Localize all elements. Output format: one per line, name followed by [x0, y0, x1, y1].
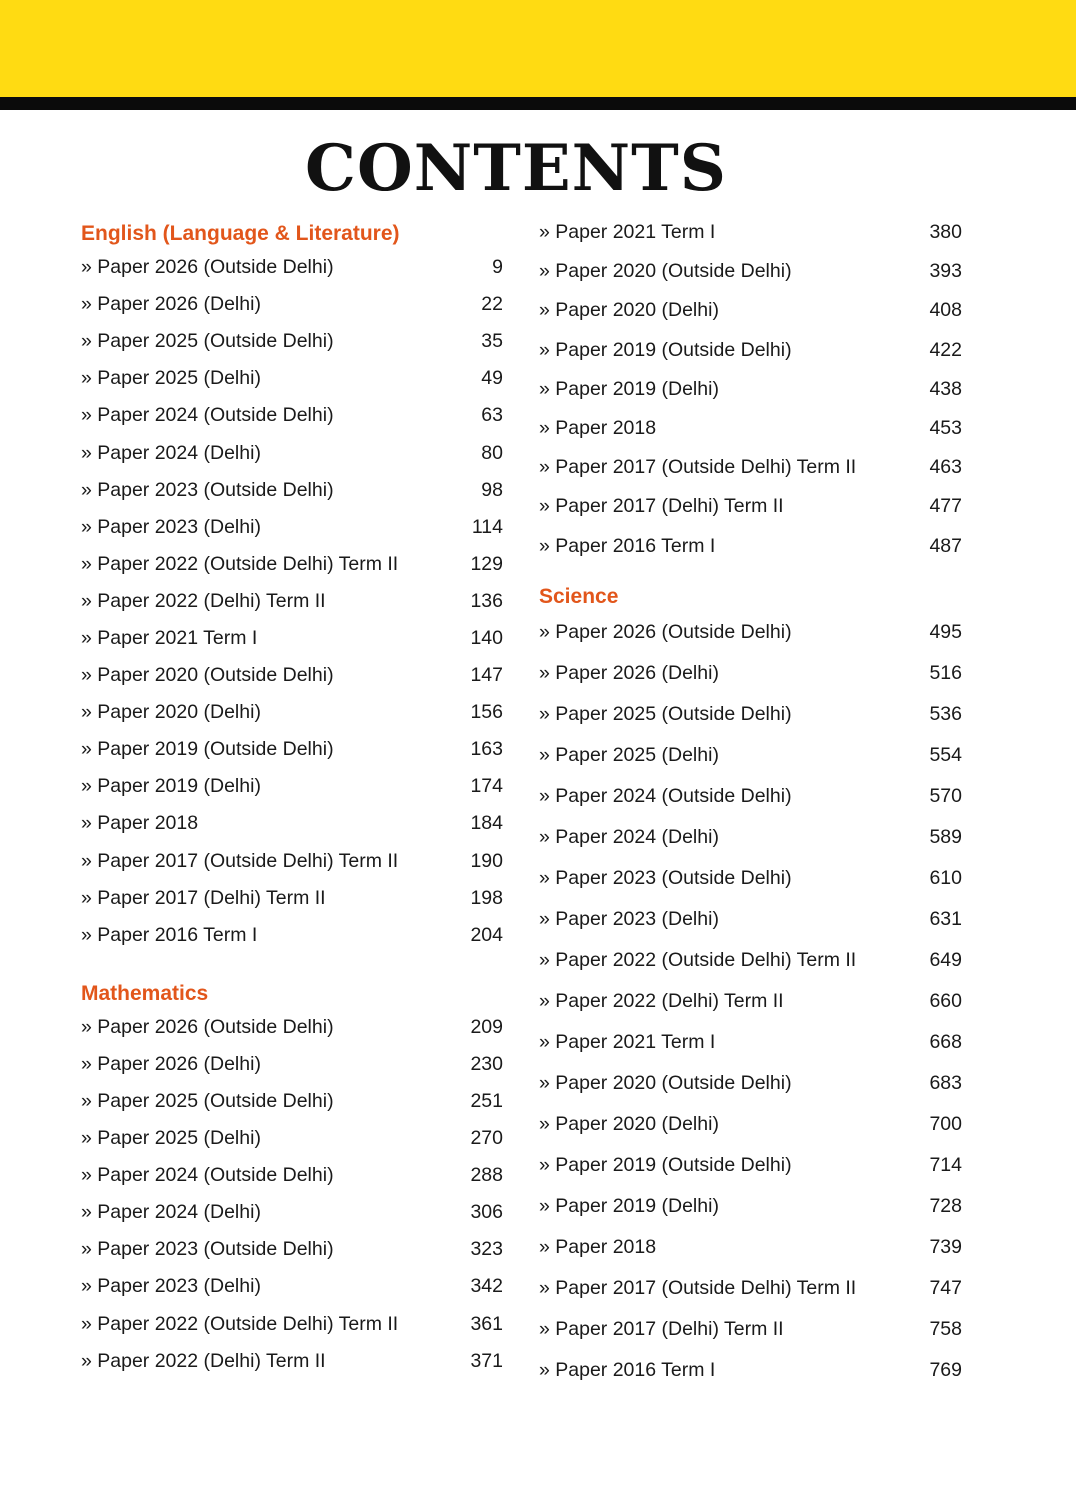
- entry-page-number: 453: [929, 417, 962, 440]
- entry-title: » Paper 2016 Term I: [539, 1358, 716, 1381]
- contents-entry: [539, 1022, 962, 1063]
- entry-page-number: 230: [470, 1052, 503, 1075]
- contents-entry: [539, 694, 962, 735]
- contents-entry: [539, 1350, 962, 1391]
- contents-entry: [81, 694, 503, 731]
- contents-entry: [81, 620, 503, 657]
- contents-entry: [81, 843, 503, 880]
- entry-title: » Paper 2023 (Delhi): [81, 1275, 261, 1298]
- contents-entry: [81, 805, 503, 842]
- entry-title: » Paper 2019 (Outside Delhi): [539, 338, 792, 361]
- entry-page-number: 610: [929, 866, 962, 889]
- contents-entry: [81, 1046, 503, 1083]
- contents-entry: [81, 1157, 503, 1194]
- entry-title: » Paper 2021 Term I: [539, 221, 716, 244]
- entry-page-number: 129: [470, 552, 503, 575]
- entry-page-number: 739: [929, 1235, 962, 1258]
- entry-page-number: 589: [929, 825, 962, 848]
- contents-entry: [81, 323, 503, 360]
- entry-page-number: 769: [929, 1358, 962, 1381]
- entry-page-number: 198: [470, 886, 503, 909]
- entry-page-number: 380: [929, 221, 962, 244]
- contents-entry: [81, 360, 503, 397]
- entry-title: » Paper 2022 (Outside Delhi) Term II: [81, 1312, 399, 1335]
- entry-title: » Paper 2025 (Outside Delhi): [81, 330, 334, 353]
- entry-title: » Paper 2019 (Delhi): [539, 1194, 719, 1217]
- entry-page-number: 80: [481, 441, 503, 464]
- entry-title: » Paper 2021 Term I: [81, 626, 258, 649]
- top-rule: [0, 97, 1076, 110]
- entry-title: » Paper 2019 (Delhi): [81, 775, 261, 798]
- entry-title: » Paper 2021 Term I: [539, 1030, 716, 1053]
- entry-page-number: 306: [470, 1201, 503, 1224]
- page-title: CONTENTS: [305, 131, 727, 206]
- contents-entry: [539, 981, 962, 1022]
- entry-page-number: 323: [470, 1238, 503, 1261]
- entry-page-number: 371: [470, 1349, 503, 1372]
- entry-page-number: 140: [470, 626, 503, 649]
- entry-title: » Paper 2025 (Delhi): [81, 1127, 261, 1150]
- entry-page-number: 174: [470, 775, 503, 798]
- entry-page-number: 209: [470, 1015, 503, 1038]
- contents-entry: [81, 768, 503, 805]
- section-mathematics-continued: [539, 213, 962, 566]
- entry-title: » Paper 2018: [539, 1235, 657, 1258]
- entry-page-number: 668: [929, 1030, 962, 1053]
- entry-page-number: 190: [470, 849, 503, 872]
- section-science: [539, 576, 962, 1391]
- contents-entry: [539, 735, 962, 776]
- contents-entry: [539, 291, 962, 330]
- entry-page-number: 408: [929, 299, 962, 322]
- entry-page-number: 683: [929, 1071, 962, 1094]
- entry-page-number: 463: [929, 456, 962, 479]
- entry-title: » Paper 2024 (Outside Delhi): [539, 784, 792, 807]
- entry-page-number: 251: [470, 1090, 503, 1113]
- contents-entry: [81, 546, 503, 583]
- entry-page-number: 660: [929, 989, 962, 1012]
- entry-title: » Paper 2019 (Delhi): [539, 377, 719, 400]
- entry-title: » Paper 2017 (Delhi) Term II: [539, 1317, 784, 1340]
- entry-page-number: 422: [929, 338, 962, 361]
- contents-entry: [539, 899, 962, 940]
- contents-entry: [81, 434, 503, 471]
- contents-column-left: [81, 213, 503, 1380]
- entry-title: » Paper 2016 Term I: [539, 534, 716, 557]
- contents-entry: [81, 397, 503, 434]
- entry-title: » Paper 2022 (Outside Delhi) Term II: [539, 948, 857, 971]
- entry-page-number: 487: [929, 534, 962, 557]
- contents-entry: [81, 286, 503, 323]
- entry-page-number: 758: [929, 1317, 962, 1340]
- contents-entry: [539, 817, 962, 858]
- entry-title: » Paper 2018: [81, 812, 199, 835]
- entry-list-mathematics-continued: [539, 213, 962, 566]
- contents-entry: [539, 1145, 962, 1186]
- contents-entry: [539, 409, 962, 448]
- entry-title: » Paper 2020 (Delhi): [81, 701, 261, 724]
- contents-entry: [81, 731, 503, 768]
- entry-page-number: 342: [470, 1275, 503, 1298]
- contents-entry: [539, 653, 962, 694]
- contents-entry: [539, 858, 962, 899]
- contents-entry: [81, 1268, 503, 1305]
- contents-entry: [81, 583, 503, 620]
- contents-column-right: [539, 213, 962, 1391]
- entry-title: » Paper 2026 (Outside Delhi): [81, 1015, 334, 1038]
- entry-page-number: 477: [929, 495, 962, 518]
- entry-title: » Paper 2025 (Delhi): [539, 743, 719, 766]
- contents-entry: [81, 1231, 503, 1268]
- contents-entry: [81, 509, 503, 546]
- entry-title: » Paper 2022 (Delhi) Term II: [539, 989, 784, 1012]
- entry-title: » Paper 2020 (Delhi): [539, 1112, 719, 1135]
- entry-title: » Paper 2020 (Outside Delhi): [81, 664, 334, 687]
- entry-page-number: 361: [470, 1312, 503, 1335]
- entry-title: » Paper 2019 (Outside Delhi): [81, 738, 334, 761]
- entry-page-number: 728: [929, 1194, 962, 1217]
- contents-entry: [539, 1309, 962, 1350]
- entry-title: » Paper 2017 (Outside Delhi) Term II: [539, 1276, 857, 1299]
- entry-title: » Paper 2020 (Delhi): [539, 299, 719, 322]
- entry-list-mathematics: [81, 1009, 503, 1380]
- entry-page-number: 184: [470, 812, 503, 835]
- entry-page-number: 649: [929, 948, 962, 971]
- contents-entry: [539, 448, 962, 487]
- entry-title: » Paper 2017 (Delhi) Term II: [81, 886, 326, 909]
- entry-title: » Paper 2025 (Outside Delhi): [539, 702, 792, 725]
- contents-entry: [539, 1104, 962, 1145]
- entry-page-number: 495: [929, 620, 962, 643]
- entry-page-number: 35: [481, 330, 503, 353]
- entry-title: » Paper 2024 (Outside Delhi): [81, 1164, 334, 1187]
- section-gap: [539, 566, 962, 576]
- entry-title: » Paper 2024 (Delhi): [539, 825, 719, 848]
- entry-title: » Paper 2017 (Outside Delhi) Term II: [81, 849, 399, 872]
- section-heading-mathematics: Mathematics: [81, 981, 209, 1005]
- contents-entry: [81, 1343, 503, 1380]
- contents-entry: [81, 249, 503, 286]
- entry-page-number: 714: [929, 1153, 962, 1176]
- contents-entry: [539, 370, 962, 409]
- contents-entry: [81, 472, 503, 509]
- entry-page-number: 393: [929, 260, 962, 283]
- entry-title: » Paper 2024 (Delhi): [81, 1201, 261, 1224]
- contents-entry: [81, 657, 503, 694]
- entry-page-number: 438: [929, 377, 962, 400]
- entry-title: » Paper 2016 Term I: [81, 923, 258, 946]
- contents-entry: [81, 1120, 503, 1157]
- entry-page-number: 570: [929, 784, 962, 807]
- contents-entry: [539, 940, 962, 981]
- entry-list-science: [539, 612, 962, 1391]
- entry-page-number: 114: [471, 515, 503, 538]
- contents-entry: [539, 612, 962, 653]
- contents-entry: [539, 1227, 962, 1268]
- entry-title: » Paper 2022 (Outside Delhi) Term II: [81, 552, 399, 575]
- contents-entry: [81, 880, 503, 917]
- entry-title: » Paper 2024 (Delhi): [81, 441, 261, 464]
- entry-title: » Paper 2026 (Delhi): [81, 1052, 261, 1075]
- entry-title: » Paper 2025 (Delhi): [81, 367, 261, 390]
- entry-page-number: 270: [470, 1127, 503, 1150]
- entry-page-number: 147: [470, 664, 503, 687]
- contents-entry: [539, 1063, 962, 1104]
- entry-title: » Paper 2026 (Outside Delhi): [81, 256, 334, 279]
- contents-entry: [539, 331, 962, 370]
- contents-entry: [81, 917, 503, 954]
- entry-page-number: 536: [929, 702, 962, 725]
- entry-title: » Paper 2020 (Outside Delhi): [539, 1071, 792, 1094]
- entry-title: » Paper 2024 (Outside Delhi): [81, 404, 334, 427]
- section-english: [81, 213, 503, 954]
- entry-page-number: 49: [481, 367, 503, 390]
- contents-entry: [539, 1268, 962, 1309]
- contents-entry: [539, 252, 962, 291]
- entry-page-number: 156: [470, 701, 503, 724]
- entry-page-number: 747: [929, 1276, 962, 1299]
- entry-list-english: [81, 249, 503, 954]
- entry-page-number: 136: [470, 589, 503, 612]
- contents-entry: [81, 1194, 503, 1231]
- entry-title: » Paper 2026 (Delhi): [539, 661, 719, 684]
- entry-page-number: 98: [481, 478, 503, 501]
- entry-title: » Paper 2022 (Delhi) Term II: [81, 589, 326, 612]
- entry-page-number: 288: [470, 1164, 503, 1187]
- contents-entry: [539, 527, 962, 566]
- entry-title: » Paper 2022 (Delhi) Term II: [81, 1349, 326, 1372]
- entry-title: » Paper 2018: [539, 417, 657, 440]
- entry-title: » Paper 2026 (Delhi): [81, 293, 261, 316]
- contents-entry: [539, 776, 962, 817]
- entry-title: » Paper 2023 (Outside Delhi): [81, 1238, 334, 1261]
- contents-entry: [539, 1186, 962, 1227]
- entry-page-number: 63: [481, 404, 503, 427]
- entry-page-number: 9: [492, 256, 503, 279]
- entry-page-number: 700: [929, 1112, 962, 1135]
- entry-page-number: 516: [929, 661, 962, 684]
- entry-title: » Paper 2020 (Outside Delhi): [539, 260, 792, 283]
- contents-entry: [81, 1009, 503, 1046]
- entry-page-number: 163: [470, 738, 503, 761]
- section-gap: [81, 954, 503, 973]
- section-mathematics: [81, 973, 503, 1380]
- top-banner: [0, 0, 1076, 97]
- entry-title: » Paper 2017 (Outside Delhi) Term II: [539, 456, 857, 479]
- entry-page-number: 554: [929, 743, 962, 766]
- contents-entry: [81, 1083, 503, 1120]
- entry-page-number: 631: [929, 907, 962, 930]
- section-heading-english: English (Language & Literature): [81, 222, 400, 245]
- entry-page-number: 22: [481, 293, 503, 316]
- entry-title: » Paper 2023 (Outside Delhi): [81, 478, 334, 501]
- contents-entry: [539, 487, 962, 526]
- contents-entry: [81, 1306, 503, 1343]
- entry-title: » Paper 2023 (Outside Delhi): [539, 866, 792, 889]
- entry-title: » Paper 2017 (Delhi) Term II: [539, 495, 784, 518]
- entry-title: » Paper 2019 (Outside Delhi): [539, 1153, 792, 1176]
- entry-title: » Paper 2025 (Outside Delhi): [81, 1090, 334, 1113]
- contents-entry: [539, 213, 962, 252]
- entry-title: » Paper 2023 (Delhi): [539, 907, 719, 930]
- section-heading-science: Science: [539, 584, 619, 608]
- entry-title: » Paper 2023 (Delhi): [81, 515, 261, 538]
- entry-title: » Paper 2026 (Outside Delhi): [539, 620, 792, 643]
- entry-page-number: 204: [470, 923, 503, 946]
